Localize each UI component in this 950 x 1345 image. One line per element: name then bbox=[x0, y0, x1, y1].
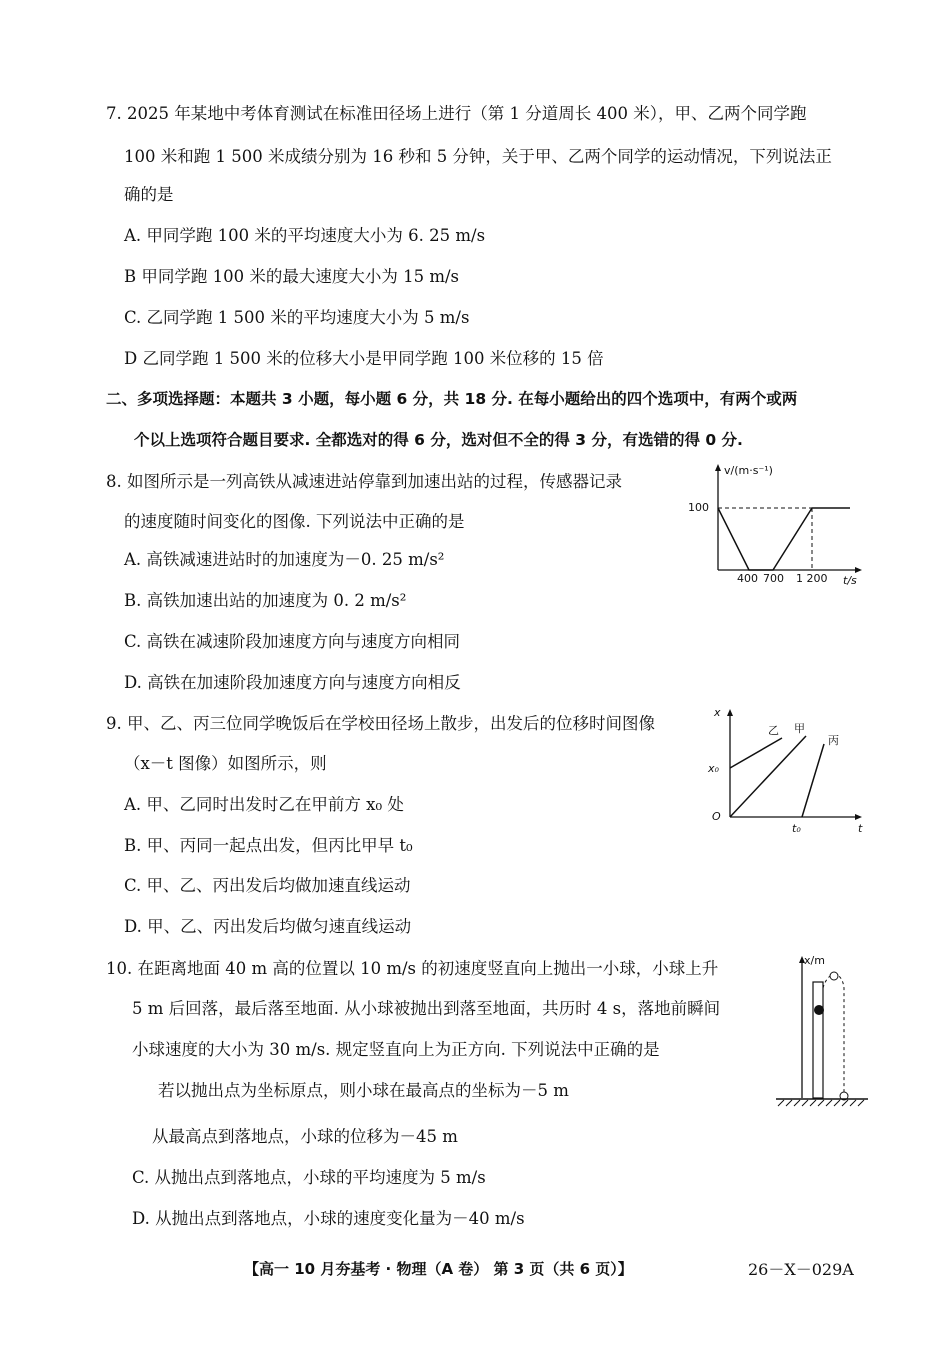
q8-velocity-curve bbox=[718, 508, 850, 570]
q7-option-c: C. 乙同学跑 1 500 米的平均速度大小为 5 m/s bbox=[124, 308, 470, 327]
q7-stem-line1: 7. 2025 年某地中考体育测试在标准田径场上进行（第 1 分道周长 400 米），甲、乙两个同学跑 bbox=[106, 104, 807, 123]
q10-stem-line3: 小球速度的大小为 30 m/s. 规定竖直向上为正方向. 下列说法中正确的是 bbox=[132, 1040, 660, 1059]
q9-option-b: B. 甲、丙同一起点出发，但丙比甲早 t₀ bbox=[124, 836, 413, 855]
q7-option-b: B 甲同学跑 100 米的最大速度大小为 15 m/s bbox=[124, 267, 460, 286]
q10-ground-hatch bbox=[778, 1100, 864, 1106]
q8-velocity-time-graph bbox=[680, 458, 870, 588]
q10-stem-line1: 10. 在距离地面 40 m 高的位置以 10 m/s 的初速度竖直向上抛出一小球，小球上升 bbox=[106, 959, 719, 978]
q9-x0-label: x₀ bbox=[708, 762, 719, 775]
q8-y-tick-100: 100 bbox=[688, 501, 709, 514]
q10-axis-label: x/m bbox=[804, 954, 825, 967]
q9-option-a: A. 甲、乙同时出发时乙在甲前方 x₀ 处 bbox=[124, 795, 404, 814]
q10-option-c: C. 从抛出点到落地点，小球的平均速度为 5 m/s bbox=[132, 1168, 486, 1187]
q9-line-jia bbox=[730, 736, 806, 817]
q8-y-label: v/(m·s⁻¹) bbox=[724, 464, 773, 477]
q8-option-c: C. 高铁在减速阶段加速度方向与速度方向相同 bbox=[124, 632, 461, 651]
q9-x-label: t bbox=[858, 822, 863, 835]
q7-stem-line2: 100 米和跑 1 500 米成绩分别为 16 秒和 5 分钟，关于甲、乙两个同学的运动情况，下列说法正 bbox=[124, 147, 832, 166]
q9-stem-line2: （x－t 图像）如图所示，则 bbox=[124, 754, 327, 773]
q8-x-tick-700: 700 bbox=[763, 572, 784, 585]
q9-line-bing bbox=[802, 744, 824, 817]
q9-y-arrow-icon bbox=[727, 709, 733, 716]
q7-option-d: D 乙同学跑 1 500 米的位移大小是甲同学跑 100 米位移的 15 倍 bbox=[124, 349, 604, 368]
q9-option-c: C. 甲、乙、丙出发后均做加速直线运动 bbox=[124, 876, 411, 895]
section2-header-line1: 二、多项选择题：本题共 3 小题，每小题 6 分，共 18 分. 在每小题给出的四个选项中，有两个或两 bbox=[106, 390, 798, 408]
q9-label-bing: 丙 bbox=[828, 734, 839, 747]
q10-ball-top bbox=[830, 972, 838, 980]
q7-stem-line3: 确的是 bbox=[124, 185, 174, 204]
q9-origin-label: O bbox=[712, 810, 721, 823]
q10-stem-line2: 5 m 后回落，最后落至地面. 从小球被抛出到落至地面，共历时 4 s，落地前瞬间 bbox=[132, 999, 721, 1018]
q9-label-yi: 乙 bbox=[768, 724, 779, 737]
q10-option-a: 若以抛出点为坐标原点，则小球在最高点的坐标为－5 m bbox=[158, 1081, 569, 1100]
section2-header-line2: 个以上选项符合题目要求. 全都选对的得 6 分，选对但不全的得 3 分，有选错的得 0 分. bbox=[134, 431, 743, 449]
footer-title: 【高一 10 月夯基考 · 物理（A 卷） 第 3 页（共 6 页）】 bbox=[244, 1260, 633, 1278]
q10-building bbox=[813, 982, 823, 1098]
q9-stem-line1: 9. 甲、乙、丙三位同学晚饭后在学校田径场上散步，出发后的位移时间图像 bbox=[106, 714, 655, 733]
q9-line-yi bbox=[730, 738, 782, 768]
footer-code: 26－X－029A bbox=[748, 1260, 854, 1279]
q10-option-b: 从最高点到落地点，小球的位移为－45 m bbox=[152, 1127, 458, 1146]
q10-trajectory bbox=[823, 975, 844, 1099]
q8-option-b: B. 高铁加速出站的加速度为 0. 2 m/s² bbox=[124, 591, 407, 610]
q9-option-d: D. 甲、乙、丙出发后均做匀速直线运动 bbox=[124, 917, 412, 936]
q9-x-arrow-icon bbox=[855, 814, 862, 820]
q8-x-tick-1200: 1 200 bbox=[796, 572, 828, 585]
q10-ball-start bbox=[814, 1005, 824, 1015]
q9-position-time-graph bbox=[700, 702, 870, 837]
q10-option-d: D. 从抛出点到落地点，小球的速度变化量为－40 m/s bbox=[132, 1209, 525, 1228]
q7-option-a: A. 甲同学跑 100 米的平均速度大小为 6. 25 m/s bbox=[124, 226, 486, 245]
q8-option-d: D. 高铁在加速阶段加速度方向与速度方向相反 bbox=[124, 673, 461, 692]
q8-x-arrow-icon bbox=[855, 567, 862, 573]
q9-y-label: x bbox=[714, 706, 721, 719]
q10-throw-figure bbox=[772, 948, 872, 1113]
q8-option-a: A. 高铁减速进站时的加速度为－0. 25 m/s² bbox=[124, 550, 445, 569]
q8-y-arrow-icon bbox=[715, 464, 721, 471]
q8-stem-line2: 的速度随时间变化的图像. 下列说法中正确的是 bbox=[124, 512, 465, 531]
q9-t0-label: t₀ bbox=[792, 822, 801, 835]
q8-stem-line1: 8. 如图所示是一列高铁从减速进站停靠到加速出站的过程，传感器记录 bbox=[106, 472, 622, 491]
q8-x-tick-400: 400 bbox=[737, 572, 758, 585]
q8-x-label: t/s bbox=[843, 574, 857, 587]
q9-label-jia: 甲 bbox=[794, 722, 805, 735]
